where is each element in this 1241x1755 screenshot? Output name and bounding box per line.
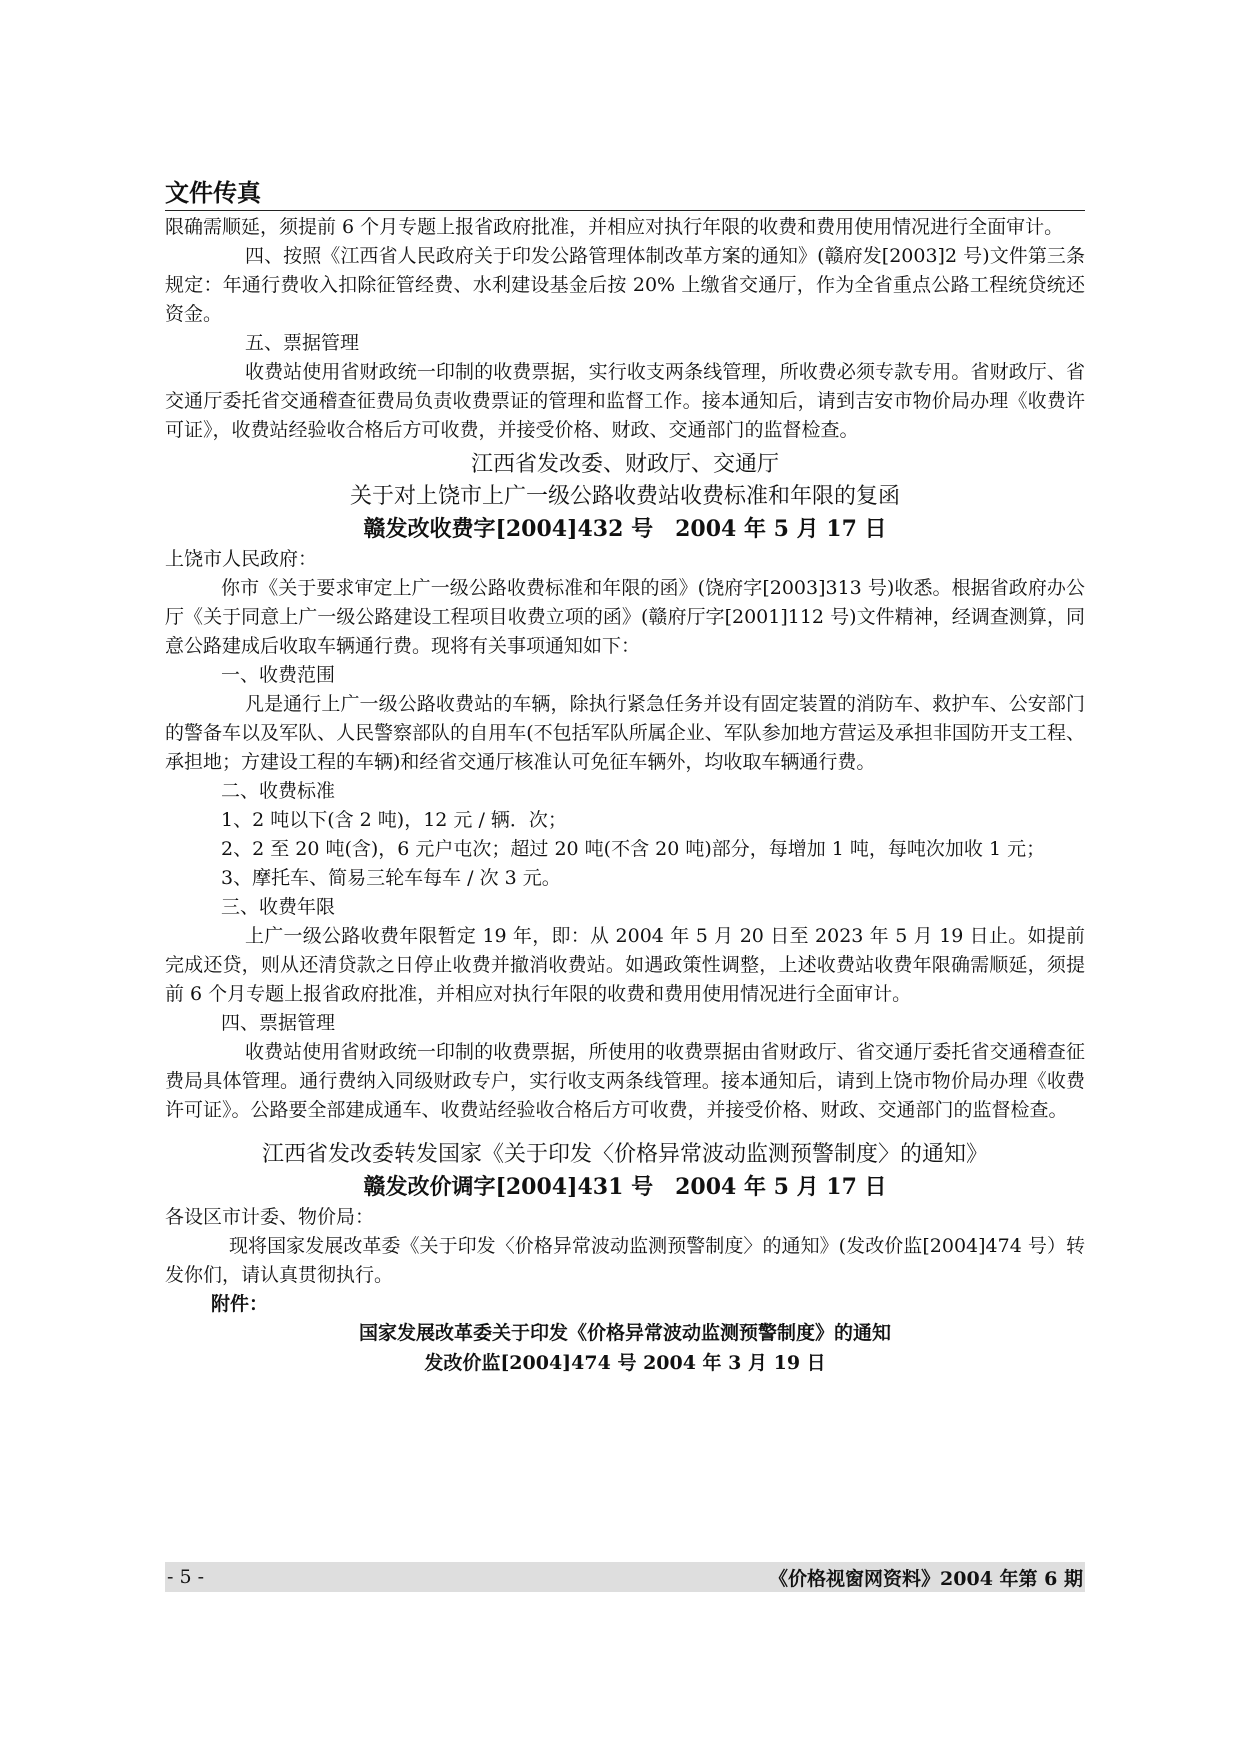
publication-name: 《价格视窗网资料》2004 年第 6 期 xyxy=(769,1567,1083,1590)
subheading: 三、收费年限 xyxy=(221,896,336,918)
section-title: 江西省发改委转发国家《关于印发〈价格异常波动监测预警制度〉的通知》 xyxy=(261,1142,988,1167)
list-item: 1、2 吨以下(含 2 吨)，12 元 / 辆．次； xyxy=(221,809,567,831)
page-footer xyxy=(165,1562,1085,1592)
subheading: 四、票据管理 xyxy=(221,1012,336,1034)
spacer xyxy=(165,1125,1085,1139)
section-continued xyxy=(165,213,1085,445)
paragraph: 现将国家发展改革委《关于印发〈价格异常波动监测预警制度〉的通知》(发改价监[2004]474 号）转发你们，请认真贯彻执行。 xyxy=(165,1235,1085,1286)
document-page xyxy=(165,178,1085,1378)
attachment-document-number: 发改价监[2004]474 号 2004 年 3 月 19 日 xyxy=(424,1352,826,1374)
addressee: 各设区市计委、物价局： xyxy=(165,1206,375,1228)
subheading: 五、票据管理 xyxy=(245,332,360,354)
list-item: 3、摩托车、简易三轮车每车 / 次 3 元。 xyxy=(221,867,561,889)
addressee: 上饶市人民政府： xyxy=(165,548,318,570)
paragraph: 收费站使用省财政统一印制的收费票据，实行收支两条线管理，所收费必须专款专用。省财政厅、省交通厅委托省交通稽查征费局负责收费票证的管理和监督工作。接本通知后，请到吉安市物价局办理《收费许可证》，收费站经验收合格后方可收费，并接受价格、财政、交通部门的监督检查。 xyxy=(165,361,1085,441)
subheading: 一、收费范围 xyxy=(221,664,336,686)
subheading: 二、收费标准 xyxy=(221,780,336,802)
section-title: 江西省发改委、财政厅、交通厅 xyxy=(470,452,779,477)
paragraph: 你市《关于要求审定上广一级公路收费标准和年限的函》(饶府字[2003]313 号)收悉。根据省政府办公厅《关于同意上广一级公路建设工程项目收费立项的函》(赣府厅字[2001]112 号)文件精神，经调查测算，同意公路建成后收取车辆通行费。现将有关事项通知如下： xyxy=(165,577,1085,657)
header-title: 文件传真 xyxy=(165,179,261,207)
document-number: 赣发改收费字[2004]432 号 2004 年 5 月 17 日 xyxy=(363,516,887,542)
section-shangrao-reply xyxy=(165,449,1085,1125)
attachment-title: 国家发展改革委关于印发《价格异常波动监测预警制度》的通知 xyxy=(358,1322,891,1344)
paragraph: 限确需顺延，须提前 6 个月专题上报省政府批准，并相应对执行年限的收费和费用使用情况进行全面审计。 xyxy=(165,216,1064,238)
list-item: 2、2 至 20 吨(含)，6 元户屯次；超过 20 吨(不含 20 吨)部分，每增加 1 吨，每吨次加收 1 元； xyxy=(221,838,1046,860)
section-title: 关于对上饶市上广一级公路收费站收费标准和年限的复函 xyxy=(349,484,900,509)
paragraph: 四、按照《江西省人民政府关于印发公路管理体制改革方案的通知》(赣府发[2003]2 号)文件第三条规定：年通行费收入扣除征管经费、水利建设基金后按 20% 上缴省交通厅，作为全省重点公路工程统贷统还资金。 xyxy=(165,245,1085,325)
attachment-label: 附件： xyxy=(211,1293,269,1315)
section-price-monitoring xyxy=(165,1139,1085,1378)
paragraph: 凡是通行上广一级公路收费站的车辆，除执行紧急任务并设有固定装置的消防车、救护车、公安部门的警备车以及军队、人民警察部队的自用车(不包括军队所属企业、军队参加地方营运及承担非国防开支工程、承担地；方建设工程的车辆)和经省交通厅核准认可免征车辆外，均收取车辆通行费。 xyxy=(165,693,1085,773)
page-number: - 5 - xyxy=(167,1566,205,1588)
document-number: 赣发改价调字[2004]431 号 2004 年 5 月 17 日 xyxy=(363,1174,887,1200)
paragraph: 上广一级公路收费年限暂定 19 年，即：从 2004 年 5 月 20 日至 2023 年 5 月 19 日止。如提前完成还贷，则从还清贷款之日停止收费并撤消收费站。如遇政策性调整，上述收费站收费年限确需顺延，须提前 6 个月专题上报省政府批准，并相应对执行年限的收费和费用使用情况进行全面审计。 xyxy=(165,925,1085,1005)
header-rule xyxy=(165,210,1085,211)
paragraph: 收费站使用省财政统一印制的收费票据，所使用的收费票据由省财政厅、省交通厅委托省交通稽查征费局具体管理。通行费纳入同级财政专户，实行收支两条线管理。接本通知后，请到上饶市物价局办理《收费许可证》。公路要全部建成通车、收费站经验收合格后方可收费，并接受价格、财政、交通部门的监督检查。 xyxy=(165,1041,1085,1121)
